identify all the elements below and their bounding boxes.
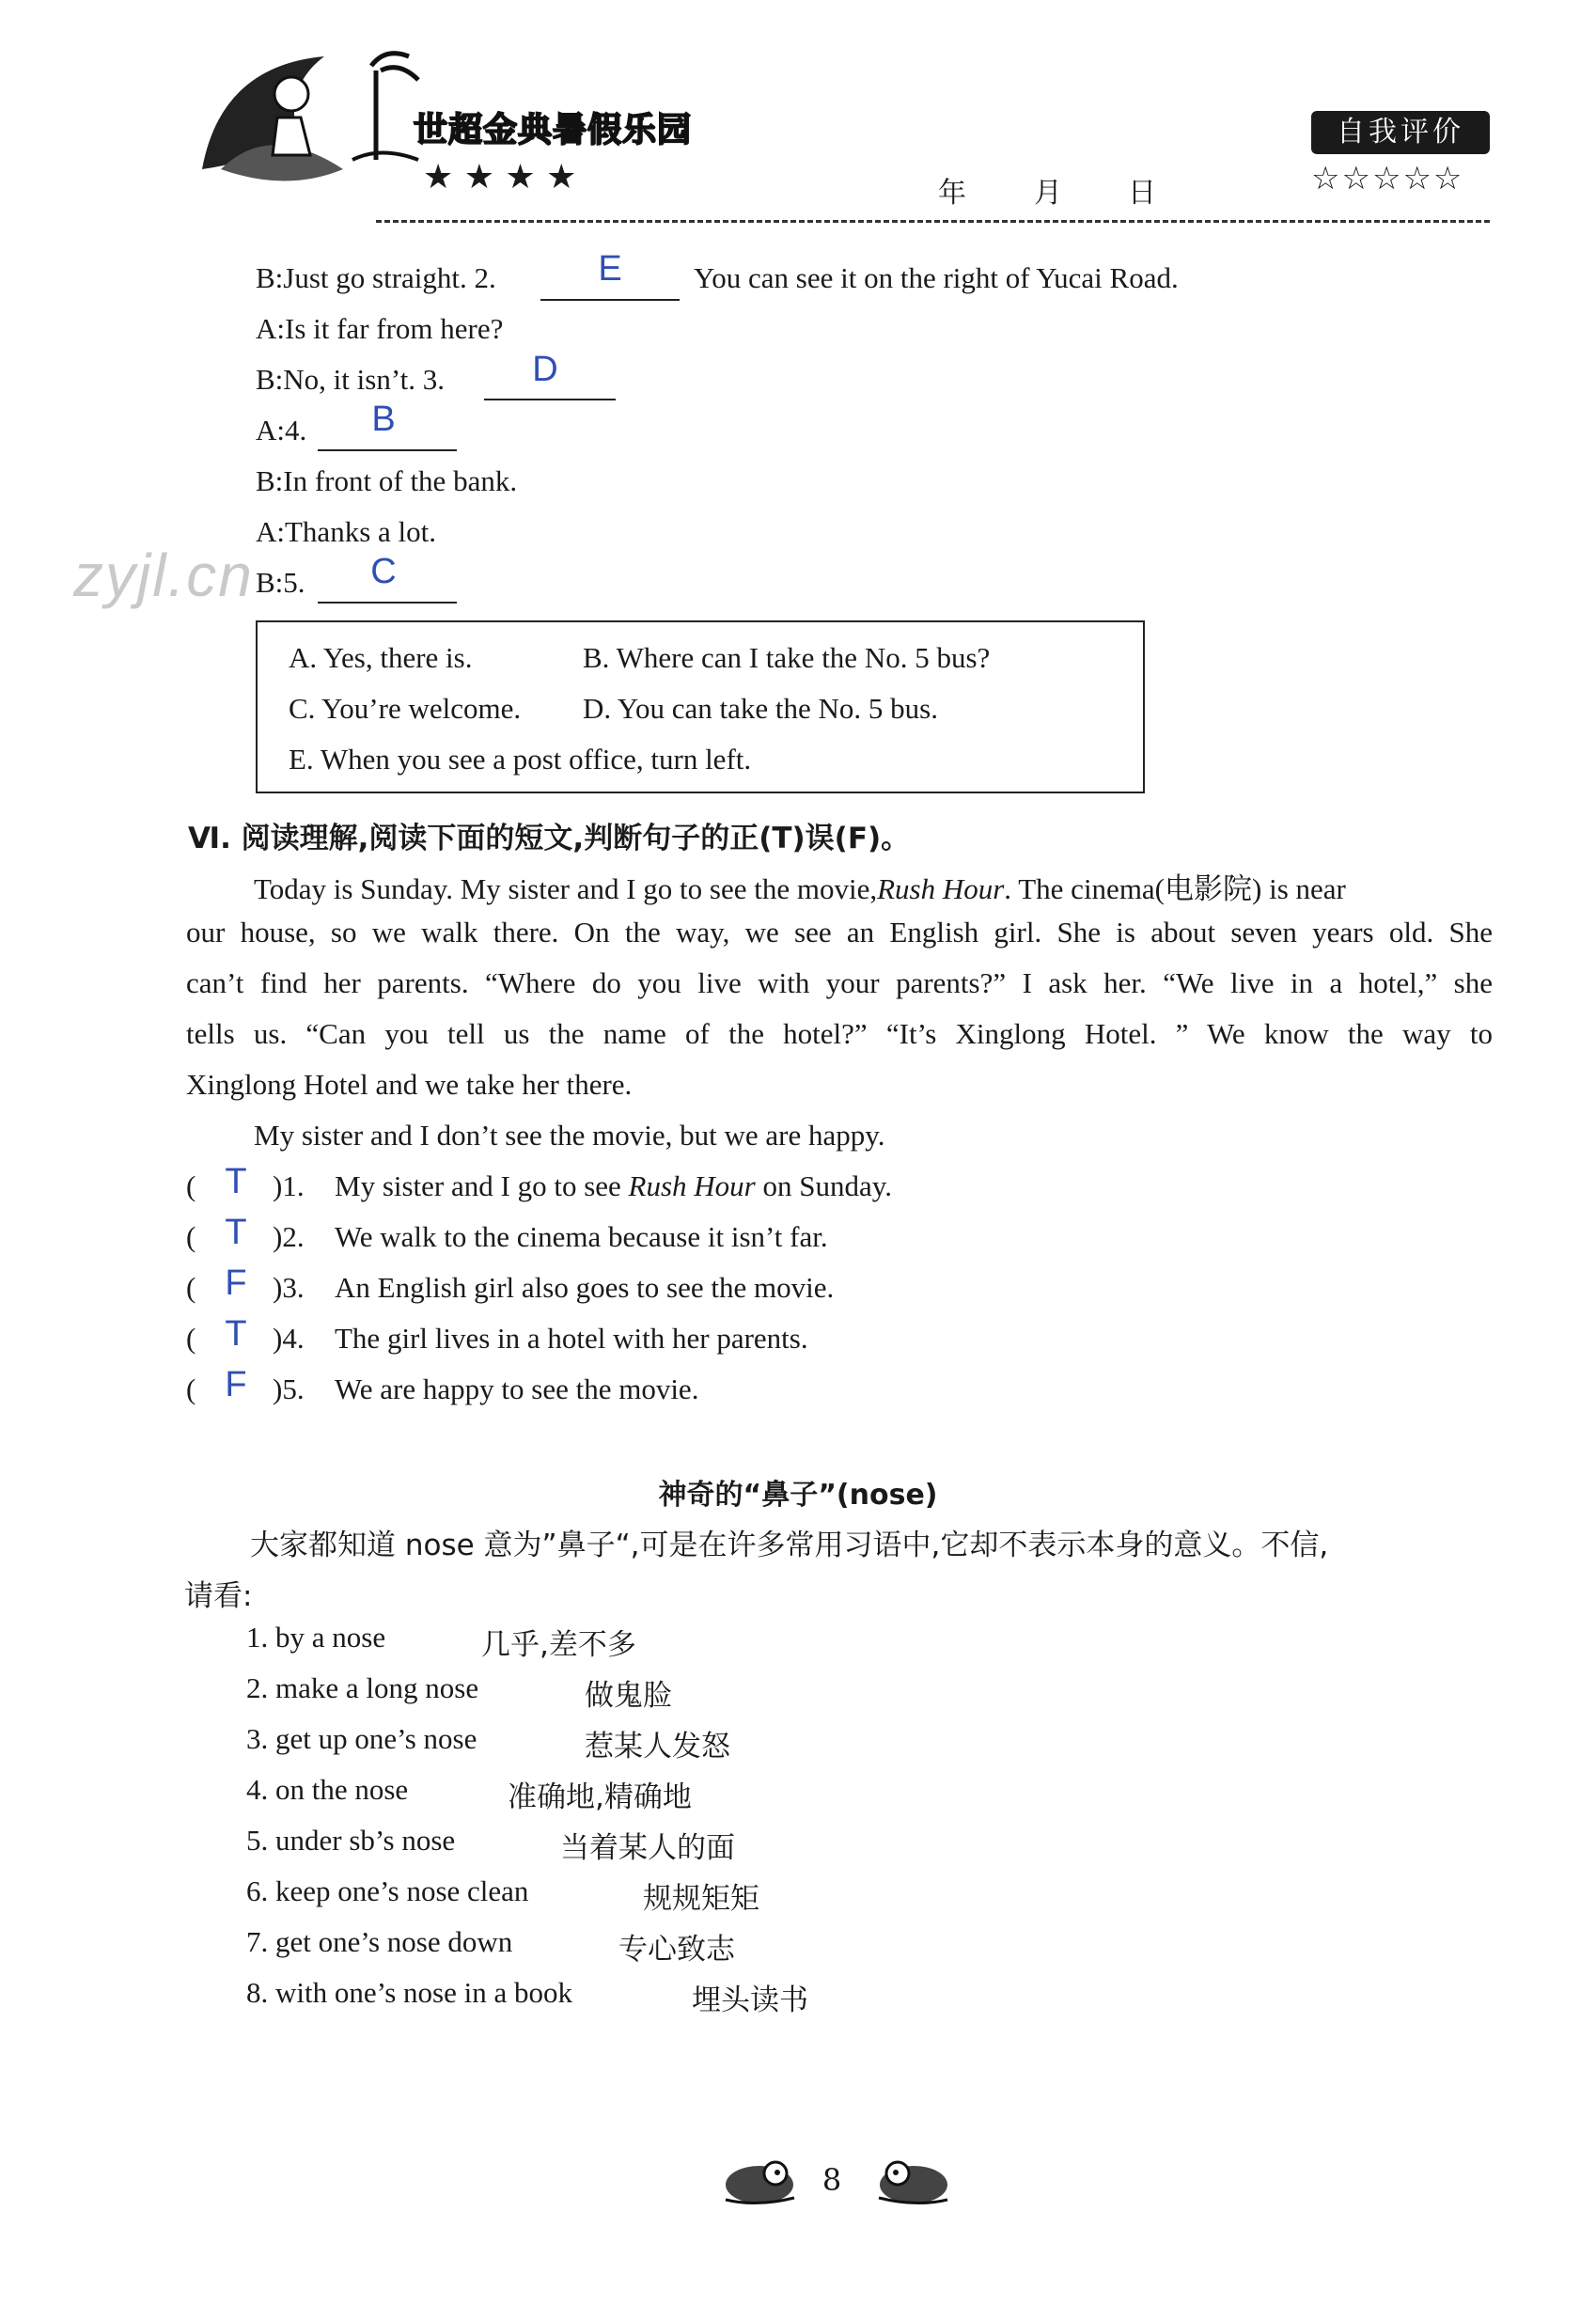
paren-open: ( xyxy=(186,1169,196,1202)
paren-open: ( xyxy=(186,1220,196,1253)
paren-open: ( xyxy=(186,1372,196,1405)
idiom-zh: 准确地,精确地 xyxy=(508,1780,692,1814)
tf-text-emphasis: Rush Hour xyxy=(628,1169,756,1202)
idiom-zh: 几乎,差不多 xyxy=(481,1628,636,1662)
paren-open: ( xyxy=(186,1322,196,1355)
idiom-en: 4. on the nose xyxy=(246,1773,409,1806)
logo-title: 世超金典暑假乐园 xyxy=(414,111,693,149)
dialogue-line-b5: B:5. xyxy=(256,566,305,599)
idiom-en: 8. with one’s nose in a book xyxy=(246,1976,572,2009)
bird-right-icon xyxy=(874,2153,959,2209)
idiom-zh: 埋头读书 xyxy=(692,1984,808,2017)
date-month-label: 月 xyxy=(1034,177,1062,210)
idiom-zh: 当着某人的面 xyxy=(560,1831,735,1865)
passage-paragraph-2: My sister and I don’t see the movie, but we are happy. xyxy=(254,1119,885,1152)
option-c: C. You’re welcome. xyxy=(289,692,522,725)
tf-answer-2[interactable]: T xyxy=(225,1213,247,1252)
answer-4: B xyxy=(371,400,396,439)
tf-statement: We walk to the cinema because it isn’t far. xyxy=(335,1220,828,1253)
tf-answer-4[interactable]: T xyxy=(225,1314,247,1354)
nose-section-title: 神奇的“鼻子”(nose) xyxy=(658,1479,938,1512)
dialogue-line-a4: A:4. xyxy=(256,414,307,447)
dialogue-line-a-thanks: A:Thanks a lot. xyxy=(256,515,436,548)
rating-stars[interactable]: ☆☆☆☆☆ xyxy=(1311,160,1464,197)
answer-3: D xyxy=(532,350,558,389)
tf-answer-5[interactable]: F xyxy=(225,1365,247,1404)
tf-number: )4. xyxy=(273,1322,305,1355)
decorative-stars-icon: ★ ★ ★ ★ xyxy=(423,158,577,196)
tf-number: )2. xyxy=(273,1220,305,1253)
surfer-illustration-icon xyxy=(183,28,428,216)
tf-statement: We are happy to see the movie. xyxy=(335,1372,699,1405)
tf-text: My sister and I go to see xyxy=(335,1169,629,1202)
answer-blank-2[interactable] xyxy=(540,299,680,301)
idiom-en: 1. by a nose xyxy=(246,1621,386,1654)
tf-number: )1. xyxy=(273,1169,305,1202)
option-a: A. Yes, there is. xyxy=(289,641,473,674)
option-b: B. Where can I take the No. 5 bus? xyxy=(583,641,991,674)
dialogue-line-b2-rest: You can see it on the right of Yucai Road. xyxy=(694,261,1179,294)
dialogue-text: B:Just go straight. 2. xyxy=(256,261,496,294)
answer-blank-4[interactable] xyxy=(318,449,457,451)
passage-text: Today is Sunday. My sister and I go to see the movie, xyxy=(254,872,878,905)
tf-number: )3. xyxy=(273,1271,305,1304)
dialogue-line-a-far: A:Is it far from here? xyxy=(256,312,504,345)
nose-intro-line-2: 请看: xyxy=(184,1579,253,1613)
option-e: E. When you see a post office, turn left. xyxy=(289,743,752,776)
tf-number: )5. xyxy=(273,1372,305,1405)
passage-line-1 xyxy=(254,865,1346,907)
idiom-zh: 惹某人发怒 xyxy=(585,1730,730,1764)
date-day-label: 日 xyxy=(1128,177,1156,210)
passage-line-5: Xinglong Hotel and we take her there. xyxy=(186,1068,633,1101)
paren-open: ( xyxy=(186,1271,196,1304)
idiom-en: 7. get one’s nose down xyxy=(246,1925,513,1958)
idiom-en: 6. keep one’s nose clean xyxy=(246,1874,529,1907)
tf-text: on Sunday. xyxy=(755,1169,892,1202)
tf-statement xyxy=(335,1169,892,1203)
movie-title: Rush Hour xyxy=(877,872,1005,905)
answer-2: E xyxy=(598,249,622,289)
passage-line-3: can’t find her parents. “Where do you live with your parents?” I ask her. “We live in a hotel,” she xyxy=(186,966,1493,999)
passage-text: . The cinema(电影院) is near xyxy=(1004,872,1346,905)
passage-line-4: tells us. “Can you tell us the name of the hotel?” “It’s Xinglong Hotel. ” We know the way to xyxy=(186,1017,1493,1050)
watermark: zyjl.cn xyxy=(73,541,254,609)
section-6-title: Ⅵ. 阅读理解,阅读下面的短文,判断句子的正(T)误(F)。 xyxy=(188,822,911,855)
tf-answer-1[interactable]: T xyxy=(225,1162,247,1201)
nose-intro-line-1: 大家都知道 nose 意为”鼻子“,可是在许多常用习语中,它却不表示本身的意义。不信, xyxy=(250,1529,1329,1562)
idiom-en: 5. under sb’s nose xyxy=(246,1824,456,1857)
tf-statement: An English girl also goes to see the movie. xyxy=(335,1271,835,1304)
idiom-zh: 做鬼脸 xyxy=(585,1679,672,1713)
idiom-en: 3. get up one’s nose xyxy=(246,1722,477,1755)
date-year-label: 年 xyxy=(938,177,966,210)
self-evaluation-label: 自我评价 xyxy=(1311,111,1490,154)
tf-answer-3[interactable]: F xyxy=(225,1263,247,1303)
answer-5: C xyxy=(370,552,397,591)
page-number: 8 xyxy=(821,2162,842,2198)
header-divider xyxy=(376,220,1490,223)
answer-blank-5[interactable] xyxy=(318,602,457,604)
dialogue-line-b-front: B:In front of the bank. xyxy=(256,464,518,497)
bird-left-icon xyxy=(714,2153,799,2209)
dialogue-line-b3: B:No, it isn’t. 3. xyxy=(256,363,445,396)
idiom-zh: 专心致志 xyxy=(618,1933,735,1967)
option-d: D. You can take the No. 5 bus. xyxy=(583,692,938,725)
idiom-zh: 规规矩矩 xyxy=(643,1882,759,1916)
idiom-en: 2. make a long nose xyxy=(246,1671,479,1704)
passage-line-2: our house, so we walk there. On the way, we see an English girl. She is about seven years old. She xyxy=(186,916,1493,949)
tf-statement: The girl lives in a hotel with her parents. xyxy=(335,1322,808,1355)
dialogue-line-b2 xyxy=(256,261,496,295)
answer-blank-3[interactable] xyxy=(484,399,616,400)
